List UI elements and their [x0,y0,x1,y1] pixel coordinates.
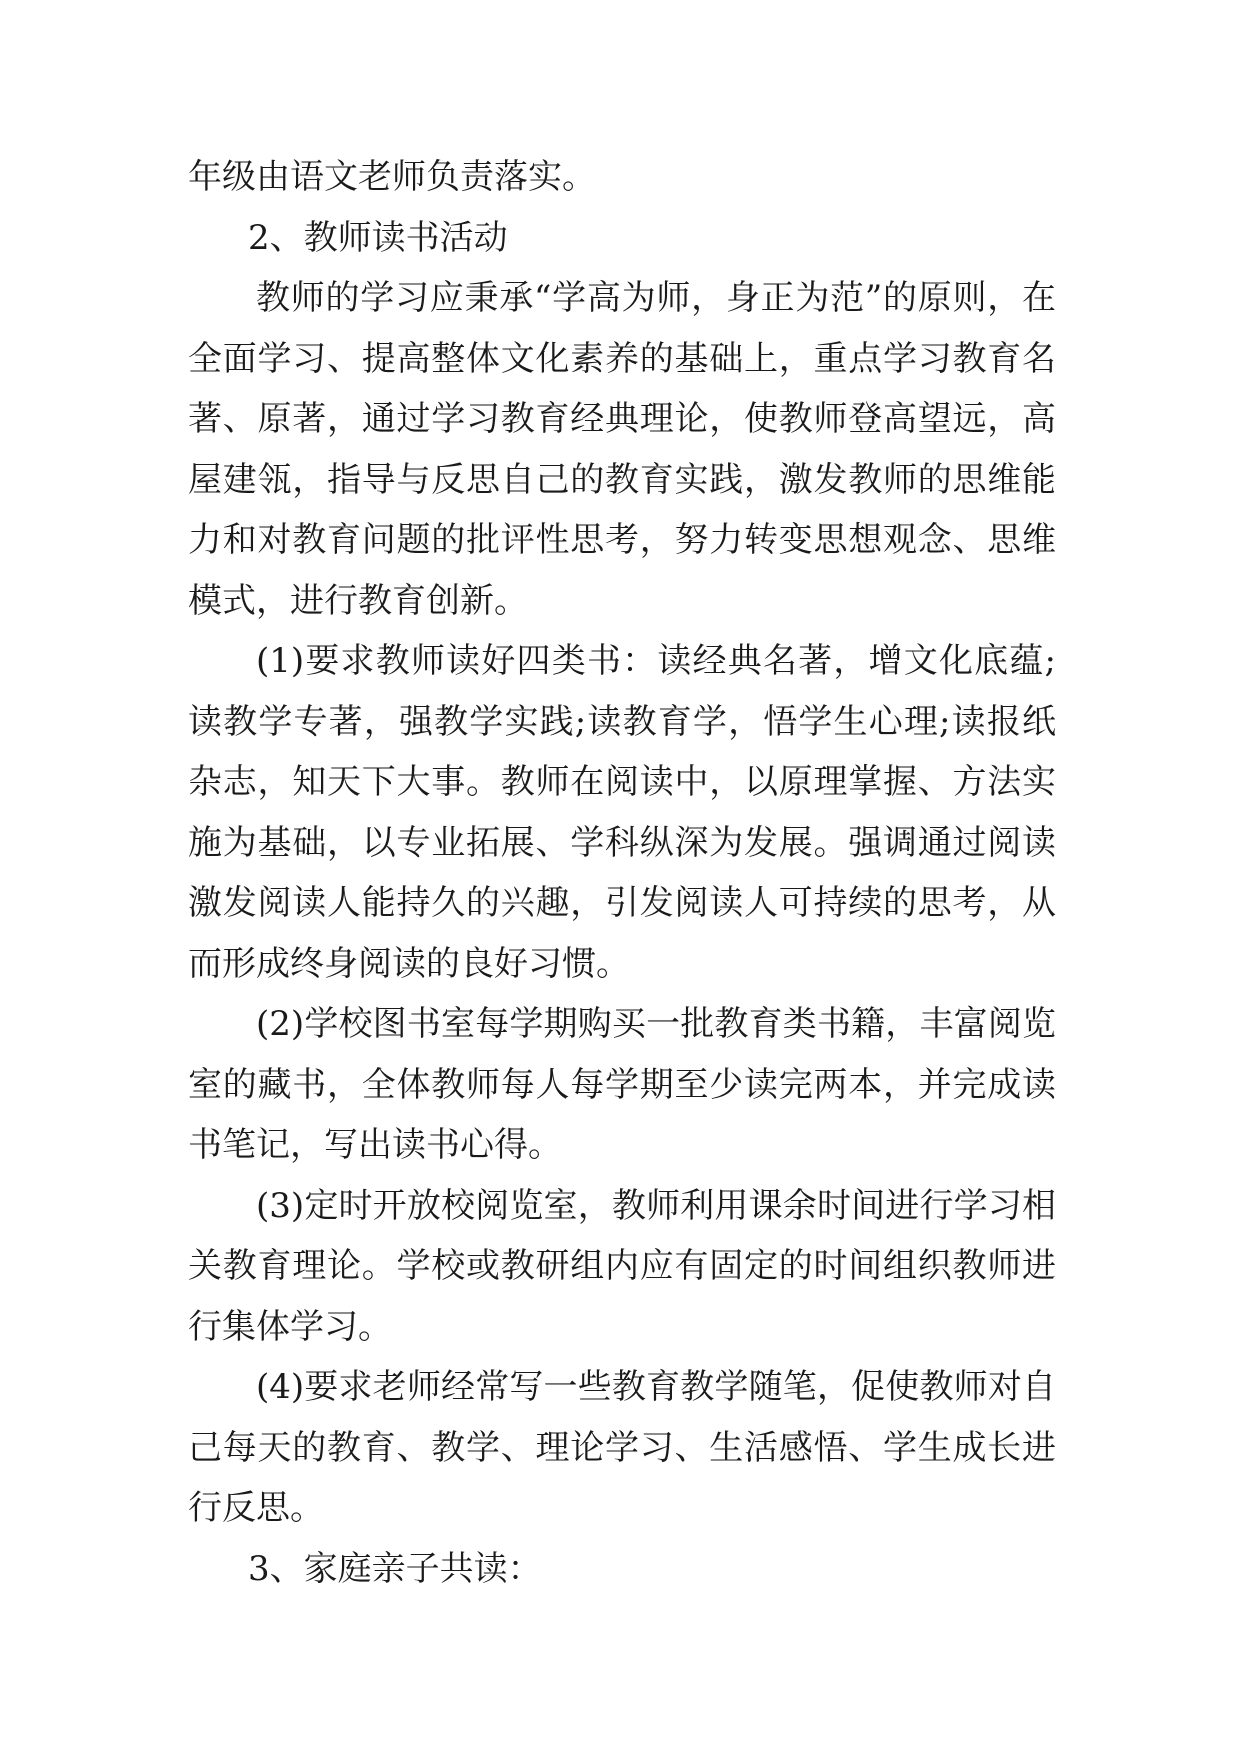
paragraph-item-2: (2)学校图书室每学期购买一批教育类书籍，丰富阅览室的藏书，全体教师每人每学期至少读完两本，并完成读书笔记，写出读书心得。 [188,1004,1056,1165]
document-body [188,147,1056,1599]
section-heading-teacher-reading: 2、教师读书活动 [248,217,508,258]
paragraph-teacher-learning: 教师的学习应秉承“学高为师，身正为范”的原则，在全面学习、提高整体文化素养的基础上，重点学习教育名著、原著，通过学习教育经典理论，使教师登高望远，高屋建瓴，指导与反思自己的教育实践，激发教师的思维能力和对教育问题的批评性思考，努力转变思想观念、思维模式，进行教育创新。 [188,278,1056,621]
paragraph-continuation: 年级由语文老师负责落实。 [188,157,596,197]
paragraph-item-4: (4)要求老师经常写一些教育教学随笔，促使教师对自己每天的教育、教学、理论学习、生活感悟、学生成长进行反思。 [188,1367,1056,1528]
paragraph-item-3: (3)定时开放校阅览室，教师利用课余时间进行学习相关教育理论。学校或教研组内应有固定的时间组织教师进行集体学习。 [188,1185,1056,1347]
section-heading-family-reading: 3、家庭亲子共读： [248,1548,542,1589]
paragraph-item-1: (1)要求教师读好四类书：读经典名著，增文化底蕴;读教学专著，强教学实践;读教育学，悟学生心理;读报纸杂志，知天下大事。教师在阅读中，以原理掌握、方法实施为基础，以专业拓展、学科纵深为发展。强调通过阅读激发阅读人能持久的兴趣，引发阅读人可持续的思考，从而形成终身阅读的良好习惯。 [188,641,1056,984]
